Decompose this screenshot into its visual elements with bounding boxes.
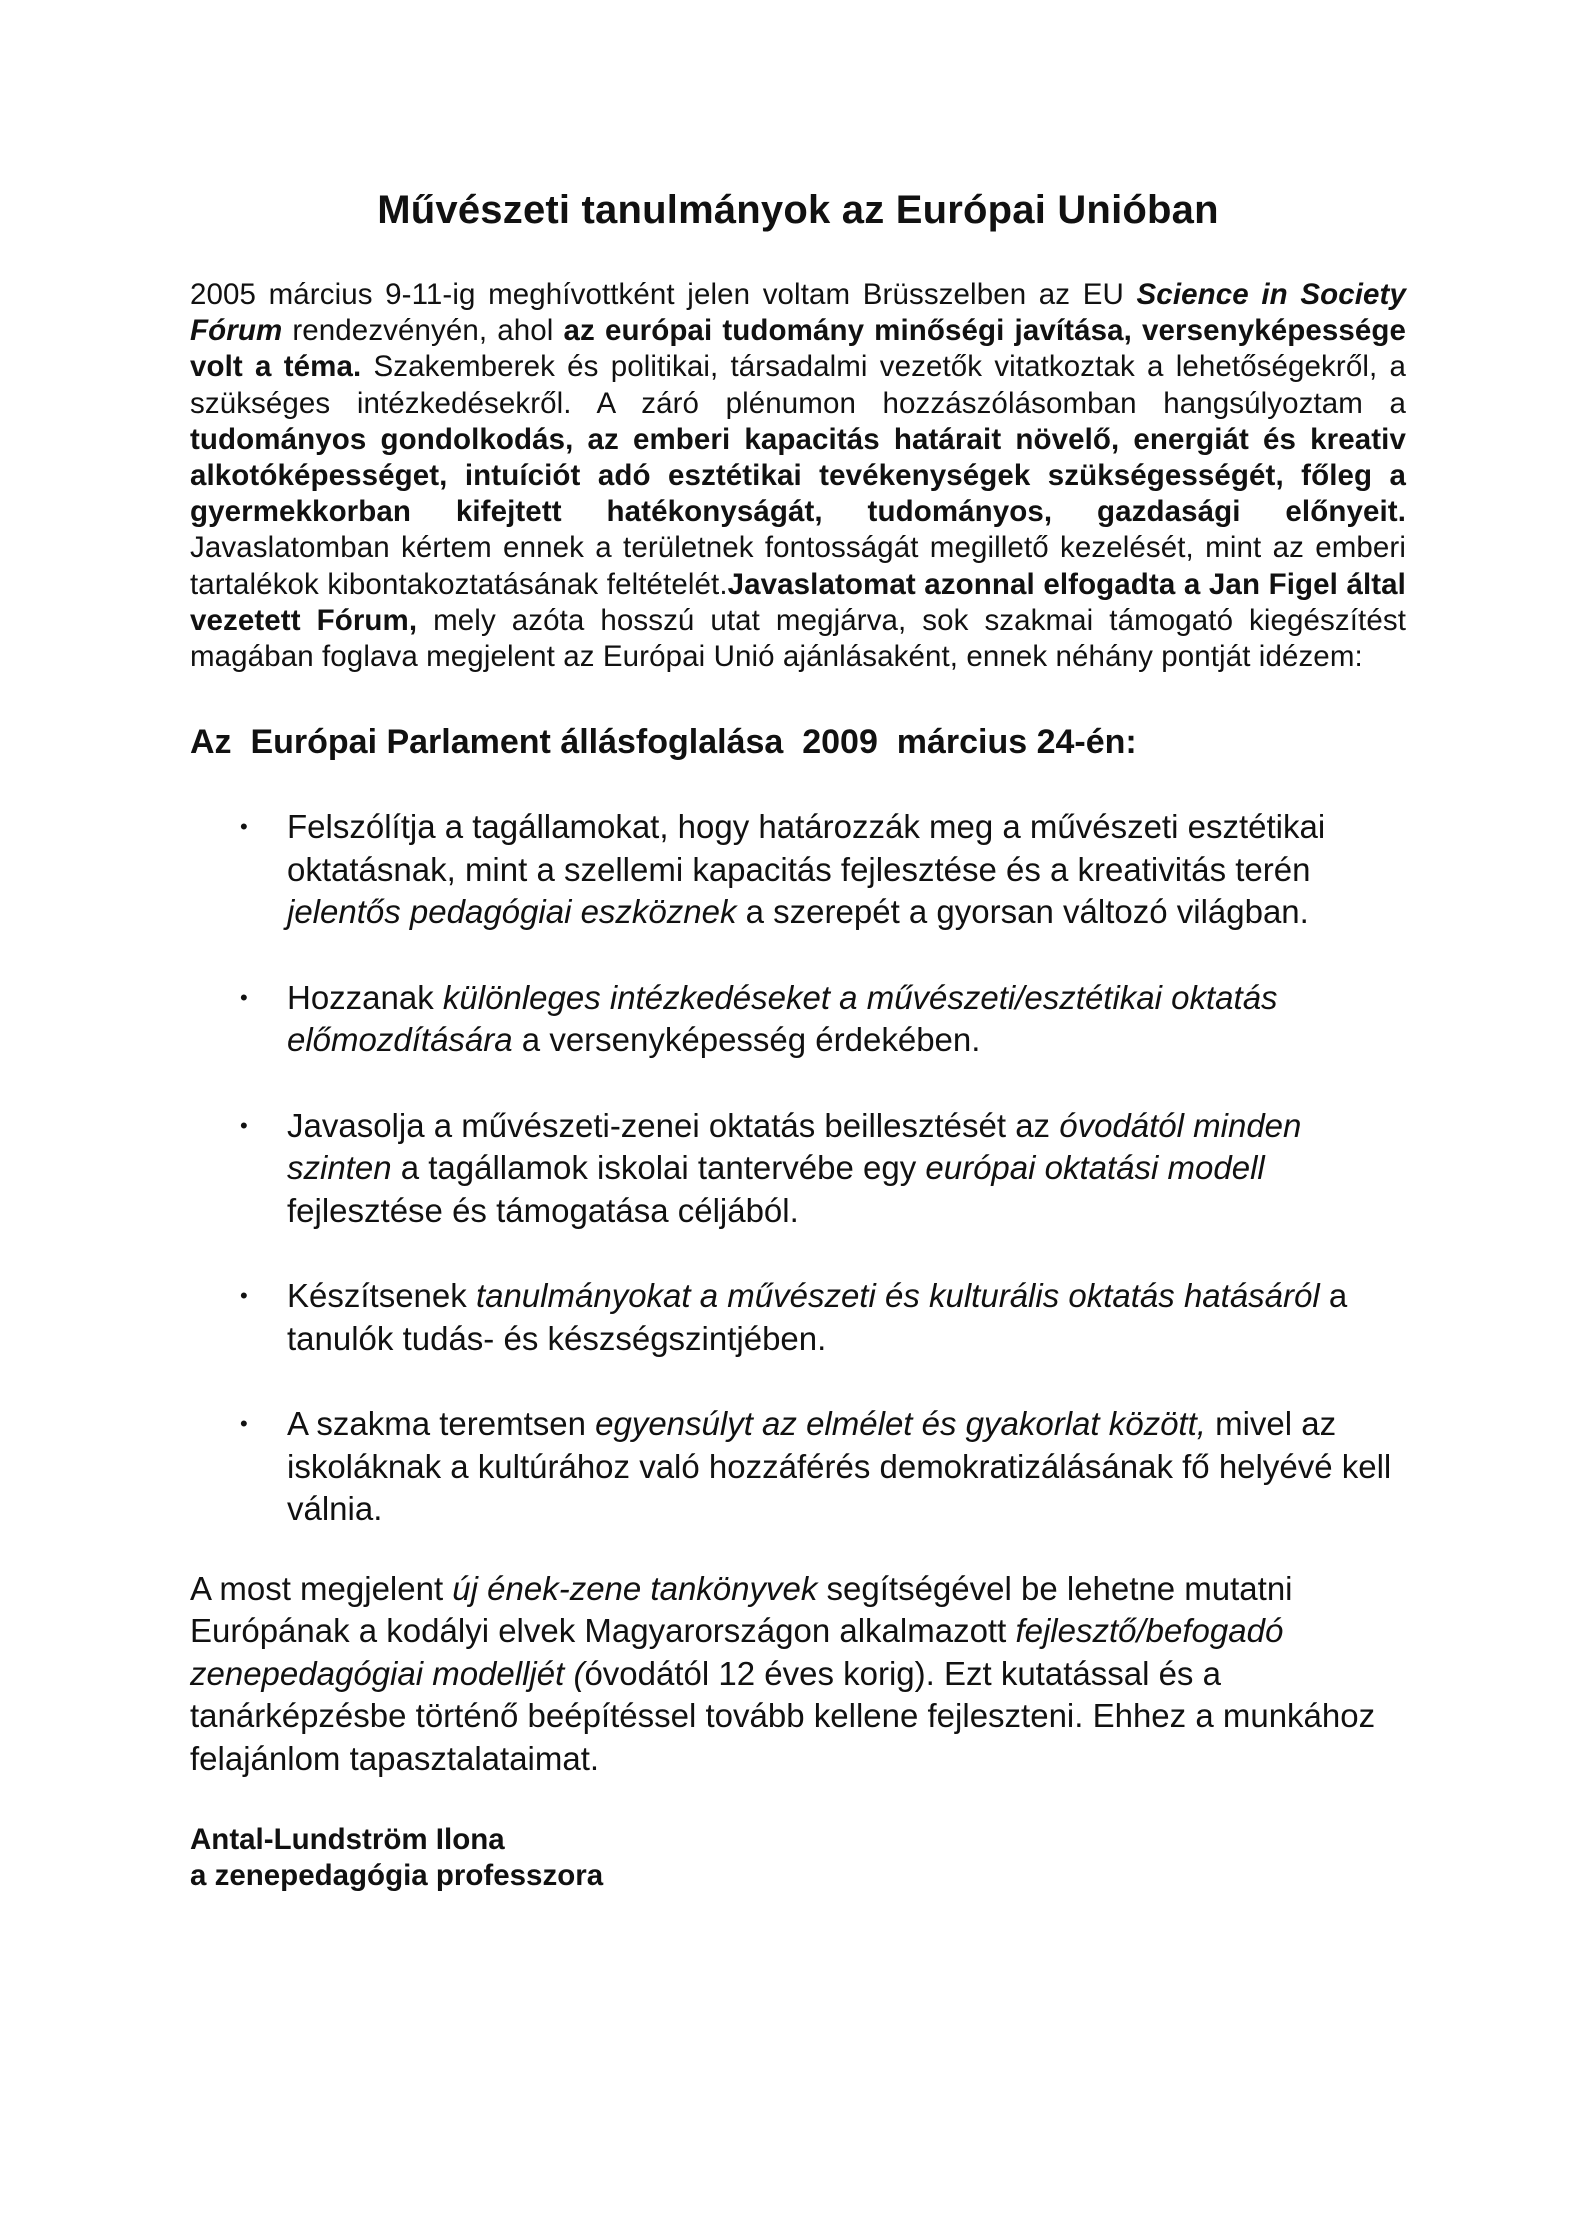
author-name: Antal-Lundström Ilona — [190, 1823, 505, 1857]
signature-block — [190, 1822, 1406, 1894]
intro-emphasis: az európai tudomány minőségi javítása, versenyképessége volt a téma. — [190, 314, 1406, 384]
bullet-icon: • — [240, 984, 248, 1010]
list-item-text: a tagállamok iskolai tantervébe egy — [391, 1149, 926, 1187]
bullet-icon: • — [240, 1411, 248, 1437]
recommendation-list — [190, 806, 1406, 1531]
closing-text: segítségével be lehetne mutatni Európának a kodályi elvek Magyarországon alkalmazott — [190, 1569, 1293, 1650]
forum-name: Science in Society Fórum — [190, 278, 1406, 348]
list-item-text: a tanulók tudás- és készségszintjében. — [287, 1277, 1348, 1357]
list-item-emphasis: tanulmányokat a művészeti és kulturális oktatás hatásáról — [475, 1277, 1320, 1315]
list-item — [190, 1403, 1406, 1531]
list-item-text: A szakma teremtsen — [287, 1405, 596, 1443]
list-item-text: Javasolja a művészeti-zenei oktatás beillesztését az — [287, 1106, 1060, 1144]
list-item-text: a szerepét a gyorsan változó világban. — [736, 893, 1309, 931]
intro-text: Javaslatomban kértem ennek a területnek fontosságát megillető kezelését, mint az emberi tartalékok kibontakoztatásának feltételét. — [190, 531, 1406, 601]
closing-paragraph — [190, 1568, 1406, 1781]
intro-text: rendezvényén, ahol — [282, 314, 564, 348]
closing-text: A most megjelent — [190, 1569, 453, 1607]
closing-text: óvodától 12 éves korig). Ezt kutatással és a tanárképzésbe történő beépítéssel tovább kellene fejleszteni. Ehhez a munkához felajánlom tapasztalataimat. — [190, 1654, 1376, 1777]
intro-text: mely azóta hosszú utat megjárva, sok szakmai támogató kiegészítést magában foglava megjelent az Európai Unió ajánlásaként, ennek néhány pontját idézem: — [190, 603, 1406, 674]
list-item-text: a versenyképesség érdekében. — [512, 1021, 981, 1059]
intro-text: 2005 március 9-11-ig meghívottként jelen voltam Brüsszelben az EU — [190, 278, 1137, 311]
closing-emphasis: fejlesztő/befogadó zenepedagógiai modelljét ( — [190, 1612, 1284, 1692]
intro-emphasis: Javaslatomat azonnal elfogadta a Jan Figel által vezetett Fórum, — [190, 567, 1406, 637]
list-item-emphasis: különleges intézkedéseket a művészeti/esztétikai oktatás előmozdítására — [287, 978, 1278, 1059]
list-item — [190, 977, 1406, 1062]
list-item-text: Felszólítja a tagállamokat, hogy határozzák meg a művészeti esztétikai oktatásnak, mint a szellemi kapacitás fejlesztése és a kreativitás terén — [287, 808, 1326, 888]
list-item — [190, 1275, 1406, 1360]
bullet-icon: • — [240, 814, 248, 840]
bullet-icon: • — [240, 1283, 248, 1309]
list-item — [190, 1105, 1406, 1233]
author-role: a zenepedagógia professzora — [190, 1859, 604, 1893]
list-item-text: mivel az iskoláknak a kultúrához való hozzáférés demokratizálásának fő helyévé kell válnia. — [287, 1405, 1392, 1528]
section-heading: Az Európai Parlament állásfoglalása 2009 március 24-én: — [190, 723, 1137, 762]
list-item-emphasis: jelentős pedagógiai eszköznek — [287, 893, 737, 931]
list-item — [190, 806, 1406, 934]
bullet-icon: • — [240, 1112, 248, 1138]
intro-emphasis: tudományos gondolkodás, az emberi kapacitás határait növelő, energiát és kreativ alkotóképességet, intuíciót adó esztétikai tevékenységek szükségességét, főleg a gyermekkorban kifejtett hatékonyságát, tudományos, gazdasági előnyeit. — [190, 422, 1406, 529]
document-title: Művészeti tanulmányok az Európai Unióban — [377, 188, 1219, 232]
list-item-text: Hozzanak — [287, 978, 443, 1016]
list-item-emphasis: egyensúlyt az elmélet és gyakorlat között, — [595, 1405, 1206, 1443]
list-item-emphasis: óvodától minden szinten — [287, 1106, 1302, 1187]
intro-text: Szakemberek és politikai, társadalmi vezetők vitatkoztak a lehetőségekről, a szükséges intézkedésekről. A záró plénumon hozzászólásomban hangsúlyoztam a — [190, 350, 1406, 420]
list-item-text: Készítsenek — [287, 1277, 476, 1315]
list-item-emphasis: európai oktatási modell — [925, 1149, 1265, 1187]
intro-paragraph — [190, 277, 1406, 675]
list-item-text: fejlesztése és támogatása céljából. — [287, 1191, 799, 1229]
closing-emphasis: új ének-zene tankönyvek — [452, 1569, 818, 1607]
